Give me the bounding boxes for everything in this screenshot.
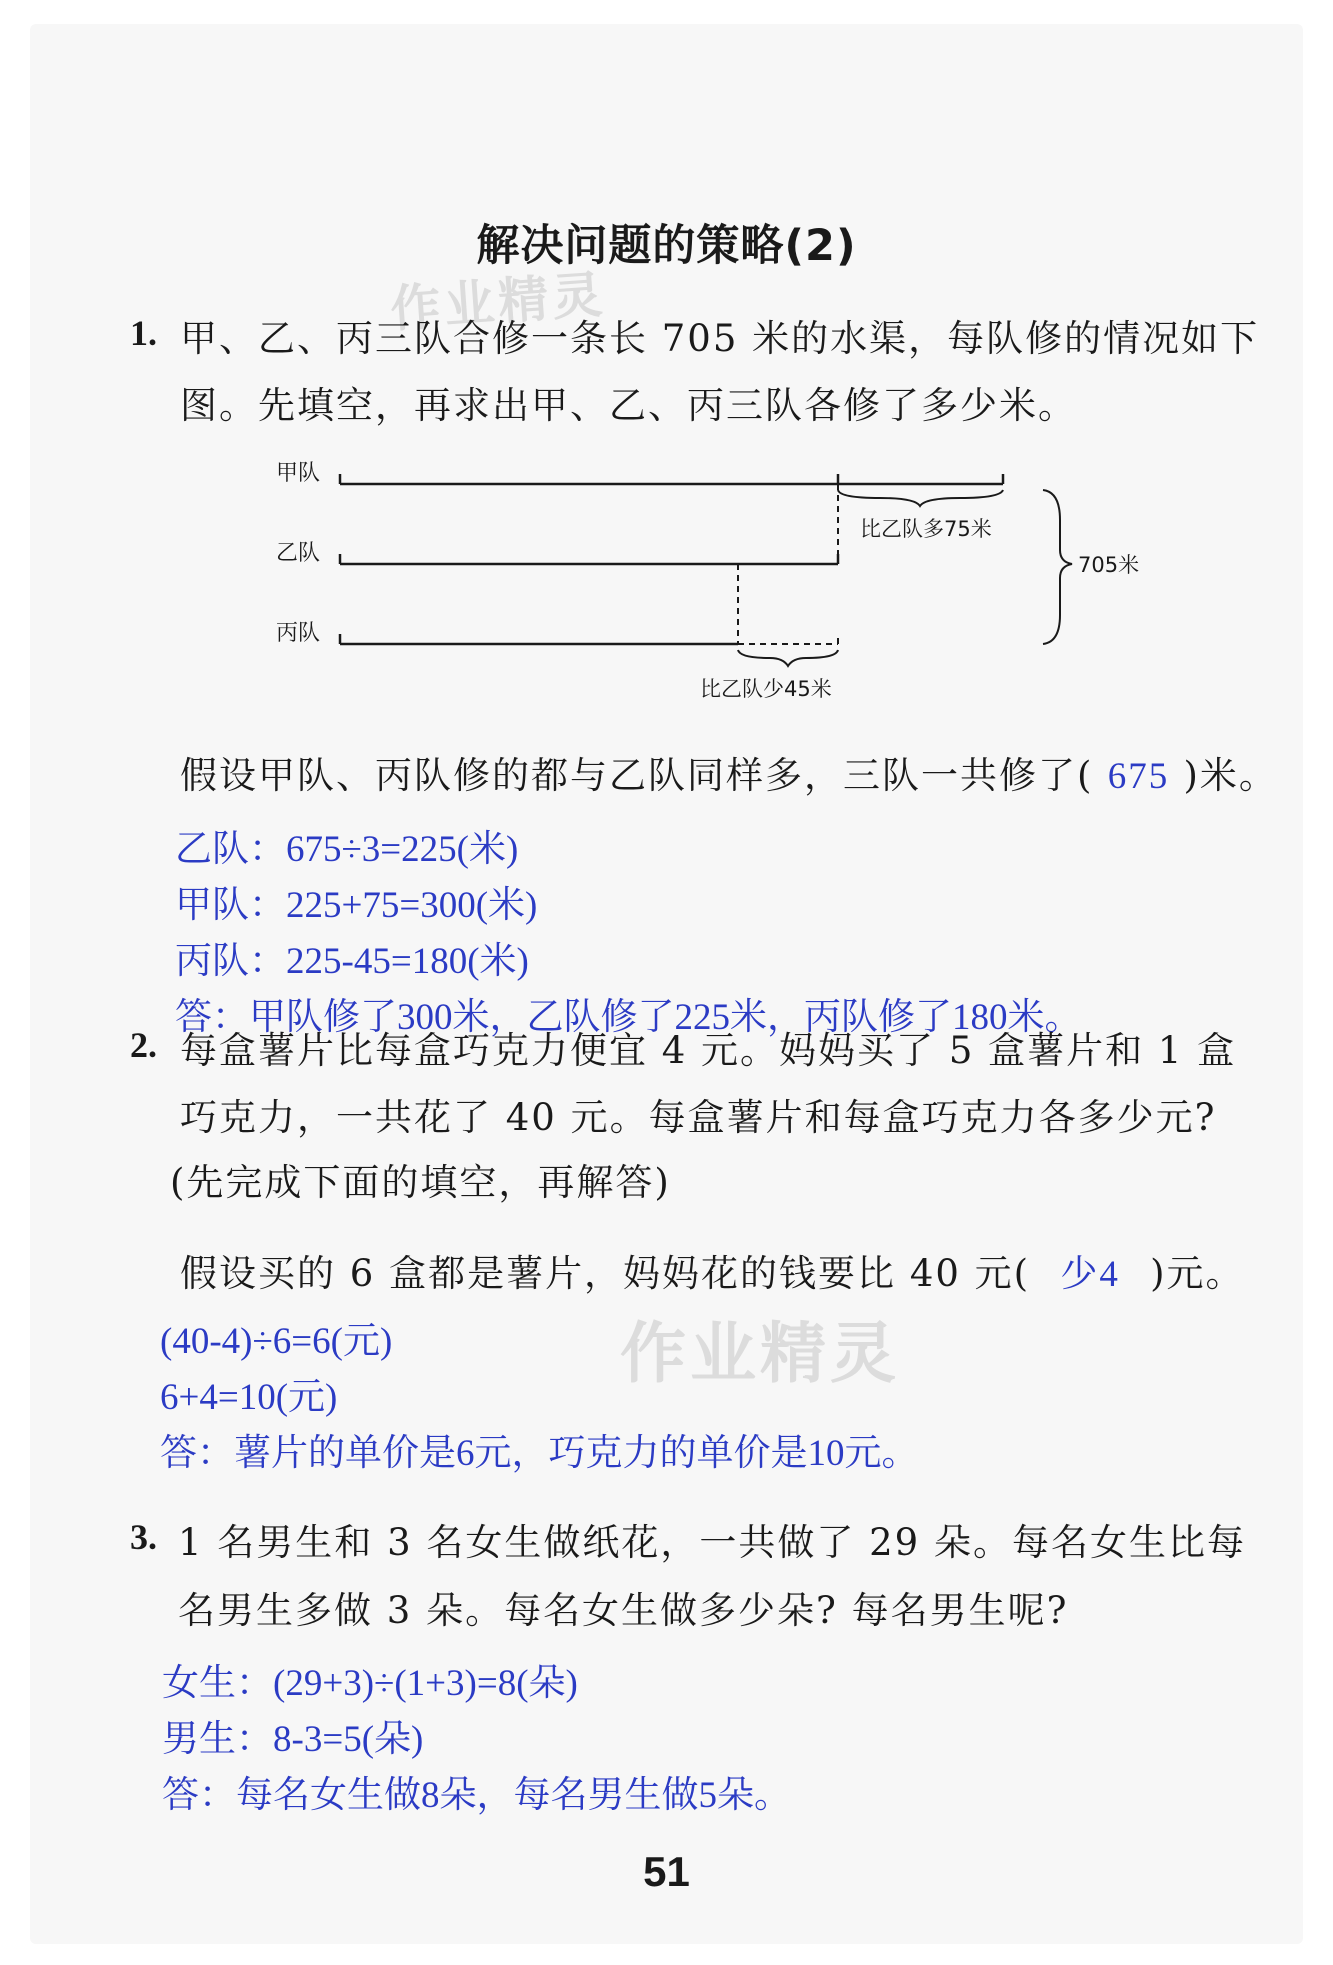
- brace-jia-extra: [838, 490, 1003, 506]
- answer-boys: 男生：8-3=5(朵): [162, 1719, 424, 1760]
- diagram-label-jia: 甲队: [276, 461, 321, 486]
- segment-diagram: [260, 450, 1160, 710]
- question-2-line-3: (先完成下面的填空，再解答): [170, 1161, 671, 1204]
- fill-answer-less-4: 少4: [1060, 1254, 1120, 1295]
- fill-suffix-2: )元。: [1150, 1252, 1245, 1295]
- brace-total: [1043, 490, 1072, 644]
- fill-answer-675: 675: [1107, 756, 1170, 797]
- watermark-top: 作业精灵: [388, 265, 609, 339]
- answer-chocolate: 6+4=10(元): [160, 1377, 338, 1418]
- note-total-705: 705米: [1078, 553, 1140, 577]
- question-1-line-2: 图。先填空，再求出甲、乙、丙三队各修了多少米。: [180, 384, 1077, 427]
- diagram-label-bing: 丙队: [276, 621, 321, 646]
- answer-summary-1: 答：甲队修了300米，乙队修了225米，丙队修了180米。: [175, 997, 1082, 1038]
- question-1-number: 1.: [130, 313, 157, 353]
- watermark-middle: 作业精灵: [620, 1315, 900, 1392]
- answer-summary-3: 答：每名女生做8朵，每名男生做5朵。: [162, 1775, 791, 1816]
- fill-suffix: )米。: [1183, 754, 1278, 797]
- brace-bing-short: [738, 650, 838, 666]
- question-2-line-1: 每盒薯片比每盒巧克力便宜 4 元。妈妈买了 5 盒薯片和 1 盒: [180, 1029, 1237, 1072]
- question-3-line-1: 1 名男生和 3 名女生做纸花，一共做了 29 朵。每名女生比每: [178, 1521, 1246, 1564]
- answer-summary-2: 答：薯片的单价是6元，巧克力的单价是10元。: [160, 1433, 919, 1474]
- question-2-fill-line: [180, 1243, 1245, 1297]
- question-1-line-1: 甲、乙、丙三队合修一条长 705 米的水渠，每队修的情况如下: [180, 317, 1260, 360]
- question-1-fill-line: [180, 745, 1278, 799]
- question-2-number: 2.: [130, 1025, 157, 1065]
- answer-girls: 女生：(29+3)÷(1+3)=8(朵): [162, 1663, 578, 1704]
- question-3-line-2: 名男生多做 3 朵。每名女生做多少朵? 每名男生呢?: [178, 1589, 1069, 1632]
- answer-bing: 丙队：225-45=180(米): [175, 941, 529, 982]
- page-title: 解决问题的策略(2): [476, 221, 857, 271]
- answer-jia: 甲队：225+75=300(米): [175, 885, 538, 926]
- note-more-75: 比乙队多75米: [860, 517, 992, 541]
- fill-prefix: 假设甲队、丙队修的都与乙队同样多，三队一共修了(: [180, 754, 1094, 797]
- answer-yi: 乙队：675÷3=225(米): [175, 829, 519, 870]
- answer-chips: (40-4)÷6=6(元): [160, 1321, 393, 1362]
- question-2-line-2: 巧克力，一共花了 40 元。每盒薯片和每盒巧克力各多少元?: [180, 1096, 1217, 1139]
- note-less-45: 比乙队少45米: [700, 677, 832, 701]
- fill-prefix-2: 假设买的 6 盒都是薯片，妈妈花的钱要比 40 元(: [180, 1252, 1031, 1295]
- page-number: 51: [643, 1848, 690, 1895]
- diagram-label-yi: 乙队: [276, 541, 321, 566]
- question-3-number: 3.: [130, 1517, 157, 1557]
